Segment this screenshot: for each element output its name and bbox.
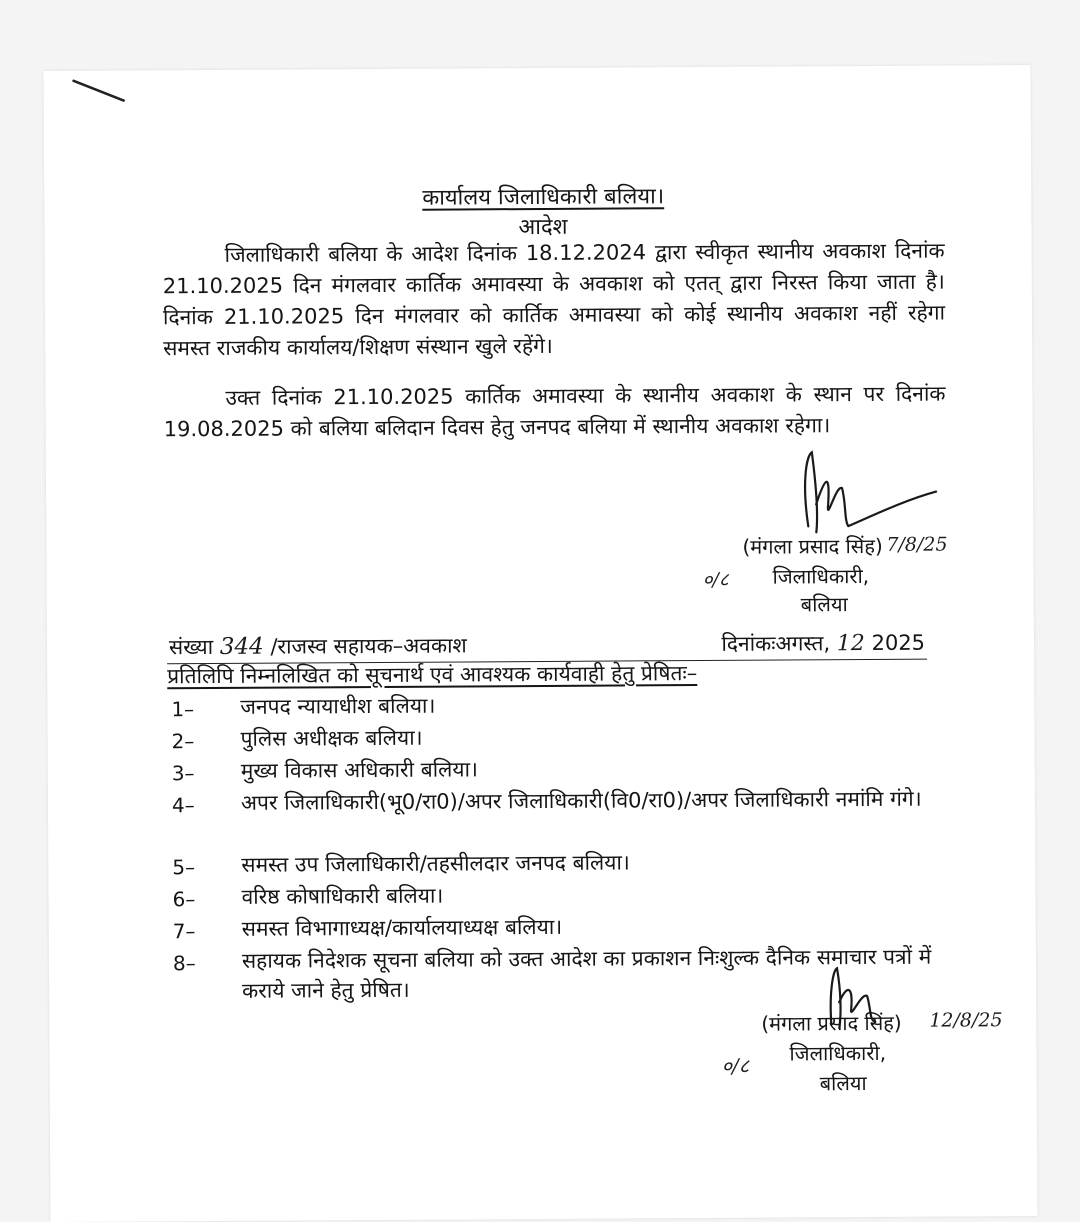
copy-heading: प्रतिलिपि निम्नलिखित को सूचनार्थ एवं आवश्यक कार्यवाही हेतु प्रेषितः–	[167, 661, 698, 689]
office-heading: कार्यालय जिलाधिकारी बलिया।	[422, 184, 665, 211]
recipient-item: वरिष्ठ कोषाधिकारी बलिया।	[241, 883, 444, 909]
document-page	[43, 65, 1037, 1222]
signatory-designation-1: जिलाधिकारी,	[772, 563, 870, 589]
recipient-number: 4–	[171, 793, 195, 818]
handwritten-initial-1: ०/८	[702, 568, 729, 592]
signatory-place-2: बलिया	[819, 1071, 867, 1096]
signatory-name-2: (मंगला प्रसाद सिंह)	[761, 1010, 902, 1036]
pen-mark	[65, 70, 145, 110]
handwritten-date-2: 12/8/25	[929, 1009, 1003, 1032]
handwritten-date-1: 7/8/25	[886, 533, 948, 556]
recipient-item: समस्त उप जिलाधिकारी/तहसीलदार जनपद बलिया।	[241, 850, 630, 877]
recipient-item: अपर जिलाधिकारी(भू0/रा0)/अपर जिलाधिकारी(वि0/रा0)/अपर जिलाधिकारी नमांमि गंगे।	[240, 786, 922, 815]
signatory-designation-2: जिलाधिकारी,	[789, 1040, 887, 1066]
reference-date: दिनांकःअगस्त, 12 2025	[721, 630, 926, 657]
order-paragraph-2: उक्त दिनांक 21.10.2025 कार्तिक अमावस्या के स्थानीय अवकाश के स्थान पर दिनांक 19.08.2025 को बलिया बलिदान दिवस हेतु जनपद बलिया में स्थानीय अवकाश रहेगा।	[163, 381, 946, 442]
signatory-place-1: बलिया	[800, 592, 848, 617]
recipient-number: 8–	[172, 951, 196, 976]
reference-number: संख्या 344 /राजस्व सहायक–अवकाश	[168, 633, 467, 660]
recipient-number: 3–	[171, 761, 195, 786]
handwritten-initial-2: ०/८	[721, 1053, 750, 1078]
recipient-number: 7–	[172, 919, 196, 944]
recipient-item: पुलिस अधीक्षक बलिया।	[240, 725, 423, 751]
recipient-number: 5–	[172, 855, 196, 880]
signatory-name-1: (मंगला प्रसाद सिंह)	[742, 533, 883, 559]
recipient-number: 1–	[171, 697, 195, 722]
recipient-item: सहायक निदेशक सूचना बलिया को उक्त आदेश का प्रकाशन निःशुल्क दैनिक समाचार पत्रों में कराये जाने हेतु प्रेषित।	[241, 944, 932, 1003]
recipient-item: जनपद न्यायाधीश बलिया।	[240, 693, 436, 719]
recipient-number: 2–	[171, 729, 195, 754]
order-paragraph-1: जिलाधिकारी बलिया के आदेश दिनांक 18.12.2024 द्वारा स्वीकृत स्थानीय अवकाश दिनांक 21.10.2025 दिन मंगलवार कार्तिक अमावस्या के अवकाश को एतत् द्वारा निरस्त किया जाता है। दिनांक 21.10.2025 दिन मंगलवार को कार्तिक अमावस्या को कोई स्थानीय अवकाश नहीं रहेगा समस्त राजकीय कार्यालय/शिक्षण संस्थान खुले रहेंगे।	[162, 238, 946, 361]
order-title: आदेश	[518, 214, 568, 241]
recipient-number: 6–	[172, 887, 196, 912]
recipient-item: मुख्य विकास अधिकारी बलिया।	[240, 757, 479, 783]
recipient-item: समस्त विभागाध्यक्ष/कार्यालयाध्यक्ष बलिया।	[241, 914, 563, 941]
